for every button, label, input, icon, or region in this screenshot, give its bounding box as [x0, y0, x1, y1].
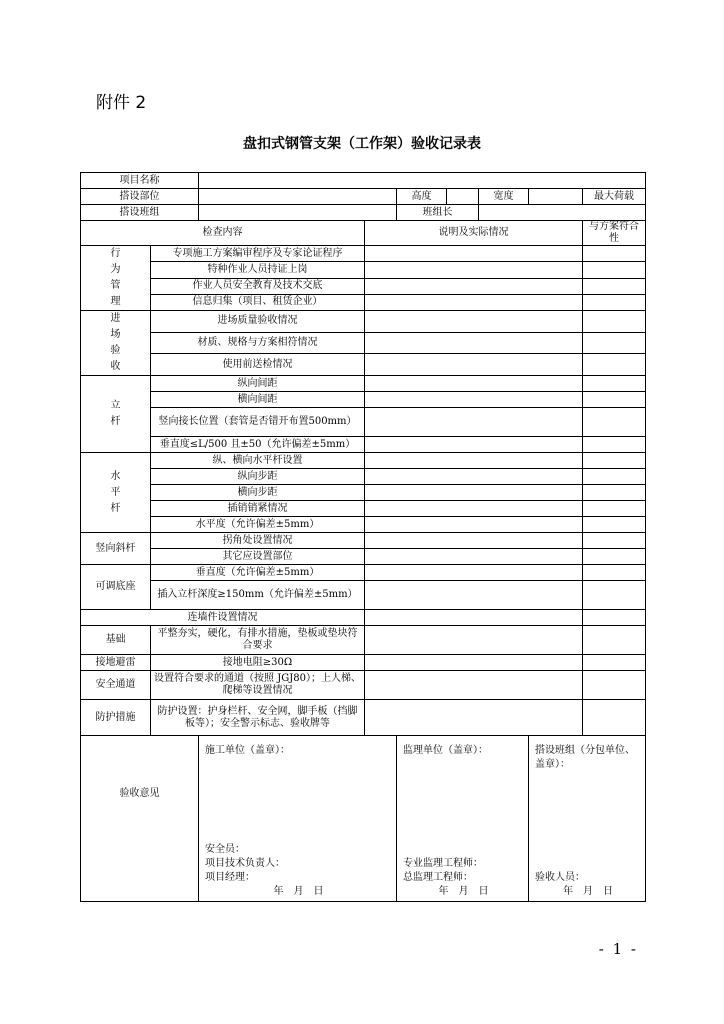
- desc-horizontal-1[interactable]: [365, 453, 583, 469]
- item-behavior-3: 作业人员安全教育及技术交底: [151, 278, 365, 294]
- desc-behavior-4[interactable]: [365, 294, 583, 310]
- desc-base-2[interactable]: [365, 581, 583, 610]
- page-number: - 1 -: [598, 940, 638, 958]
- item-pole-3: 竖向接长位置（套管是否错开布置500mm）: [151, 408, 365, 437]
- desc-grounding-1[interactable]: [365, 655, 583, 671]
- location-field[interactable]: [199, 189, 397, 205]
- erect-team-date: 年 月 日: [563, 886, 613, 897]
- row-column-headers: [81, 221, 646, 246]
- row-team: [81, 205, 646, 221]
- comp-behavior-1[interactable]: [583, 246, 646, 262]
- desc-passage-1[interactable]: [365, 671, 583, 700]
- comp-foundation-1[interactable]: [583, 626, 646, 655]
- item-base-1: 垂直度（允许偏差±5mm）: [151, 565, 365, 581]
- construction-date: 年 月 日: [273, 886, 324, 897]
- col-header-compliance: 与方案符合性: [583, 221, 646, 246]
- project-manager-label: 项目经理：: [205, 872, 255, 883]
- group-foundation: 基础: [81, 626, 151, 655]
- erect-team-signature[interactable]: [529, 736, 646, 902]
- width-label: 宽度: [479, 189, 529, 205]
- comp-entry-3[interactable]: [583, 354, 646, 376]
- col-header-description: 说明及实际情况: [365, 221, 583, 246]
- item-pole-1: 纵向间距: [151, 376, 365, 392]
- group-grounding: 接地避雷: [81, 655, 151, 671]
- desc-entry-2[interactable]: [365, 332, 583, 354]
- desc-behavior-2[interactable]: [365, 262, 583, 278]
- item-diagonal-1: 拐角处设置情况: [151, 533, 365, 549]
- desc-pole-2[interactable]: [365, 392, 583, 408]
- team-field[interactable]: [199, 205, 397, 221]
- desc-behavior-3[interactable]: [365, 278, 583, 294]
- comp-diagonal-2[interactable]: [583, 549, 646, 565]
- comp-wall-tie[interactable]: [583, 610, 646, 626]
- attachment-label: 附件 2: [96, 93, 147, 113]
- desc-diagonal-2[interactable]: [365, 549, 583, 565]
- item-grounding-1: 接地电阻≥30Ω: [151, 655, 365, 671]
- comp-base-1[interactable]: [583, 565, 646, 581]
- comp-horizontal-5[interactable]: [583, 517, 646, 533]
- item-horizontal-2: 纵向步距: [151, 469, 365, 485]
- comp-pole-4[interactable]: [583, 437, 646, 453]
- chief-engineer-label: 总监理工程师：: [403, 872, 473, 883]
- height-field[interactable]: [447, 189, 479, 205]
- comp-protection-1[interactable]: [583, 700, 646, 736]
- item-pole-4: 垂直度≤L/500 且±50（允许偏差±5mm）: [151, 437, 365, 453]
- desc-wall-tie[interactable]: [365, 610, 583, 626]
- item-entry-1: 进场质量验收情况: [151, 311, 365, 333]
- height-label: 高度: [397, 189, 447, 205]
- comp-horizontal-3[interactable]: [583, 485, 646, 501]
- comp-base-2[interactable]: [583, 581, 646, 610]
- supervision-unit-label: 监理单位（盖章）：: [403, 745, 488, 756]
- max-load-cell: [583, 189, 646, 205]
- item-entry-3: 使用前送检情况: [151, 354, 365, 376]
- comp-pole-1[interactable]: [583, 376, 646, 392]
- item-horizontal-3: 横向步距: [151, 485, 365, 501]
- construction-unit-signature[interactable]: [199, 736, 397, 902]
- group-entry: 进场验收: [81, 311, 151, 376]
- form-title: 盘扣式钢管支架（工作架）验收记录表: [243, 136, 481, 152]
- comp-passage-1[interactable]: [583, 671, 646, 700]
- acceptance-opinion-label: 验收意见: [81, 736, 199, 902]
- comp-horizontal-2[interactable]: [583, 469, 646, 485]
- group-diagonal: 竖向斜杆: [81, 533, 151, 565]
- safety-officer-label: 安全员：: [205, 844, 245, 855]
- tech-lead-label: 项目技术负责人：: [205, 858, 285, 869]
- team-leader-label: 班组长: [397, 205, 479, 221]
- comp-entry-2[interactable]: [583, 332, 646, 354]
- group-behavior: 行为管理: [81, 246, 151, 311]
- comp-behavior-2[interactable]: [583, 262, 646, 278]
- width-field[interactable]: [529, 189, 583, 205]
- item-entry-2: 材质、规格与方案相符情况: [151, 332, 365, 354]
- desc-pole-3[interactable]: [365, 408, 583, 437]
- desc-horizontal-2[interactable]: [365, 469, 583, 485]
- comp-behavior-3[interactable]: [583, 278, 646, 294]
- group-base: 可调底座: [81, 565, 151, 610]
- desc-entry-1[interactable]: [365, 311, 583, 333]
- desc-behavior-1[interactable]: [365, 246, 583, 262]
- comp-pole-2[interactable]: [583, 392, 646, 408]
- group-passage: 安全通道: [81, 671, 151, 700]
- group-horizontal: 水平杆: [81, 453, 151, 533]
- project-name-field[interactable]: [199, 173, 646, 189]
- item-horizontal-5: 水平度（允许偏差±5mm）: [151, 517, 365, 533]
- erect-team-label: 搭设班组（分包单位、盖章）：: [535, 745, 635, 770]
- desc-pole-1[interactable]: [365, 376, 583, 392]
- acceptor-label: 验收人员：: [535, 872, 585, 883]
- comp-behavior-4[interactable]: [583, 294, 646, 310]
- max-load-label: 最大荷载: [594, 190, 634, 202]
- desc-base-1[interactable]: [365, 565, 583, 581]
- comp-diagonal-1[interactable]: [583, 533, 646, 549]
- group-protection: 防护措施: [81, 700, 151, 736]
- desc-horizontal-5[interactable]: [365, 517, 583, 533]
- item-behavior-1: 专项施工方案编审程序及专家论证程序: [151, 246, 365, 262]
- comp-pole-3[interactable]: [583, 408, 646, 437]
- project-name-label: 项目名称: [81, 173, 199, 189]
- comp-grounding-1[interactable]: [583, 655, 646, 671]
- col-header-content: 检查内容: [81, 221, 365, 246]
- desc-horizontal-4[interactable]: [365, 501, 583, 517]
- item-protection-1: 防护设置：护身栏杆、安全网，脚手板（挡脚板等）；安全警示标志、验收牌等: [151, 700, 365, 736]
- desc-foundation-1[interactable]: [365, 626, 583, 655]
- item-base-2: 插入立杆深度≥150mm（允许偏差±5mm）: [151, 581, 365, 610]
- item-behavior-2: 特种作业人员持证上岗: [151, 262, 365, 278]
- location-label: 搭设部位: [81, 189, 199, 205]
- acceptance-record-table: [80, 172, 646, 902]
- supervision-unit-signature[interactable]: [397, 736, 529, 902]
- construction-unit-label: 施工单位（盖章）：: [205, 745, 290, 756]
- team-label: 搭设班组: [81, 205, 199, 221]
- item-wall-tie: 连墙件设置情况: [81, 610, 365, 626]
- item-pole-2: 横向间距: [151, 392, 365, 408]
- desc-diagonal-1[interactable]: [365, 533, 583, 549]
- row-project-name: [81, 173, 646, 189]
- comp-entry-1[interactable]: [583, 311, 646, 333]
- comp-horizontal-1[interactable]: [583, 453, 646, 469]
- desc-protection-1[interactable]: [365, 700, 583, 736]
- group-pole: 立杆: [81, 376, 151, 453]
- desc-horizontal-3[interactable]: [365, 485, 583, 501]
- desc-entry-3[interactable]: [365, 354, 583, 376]
- item-passage-1: 设置符合要求的通道（按照 JGJ80）；上人梯、爬梯等设置情况: [151, 671, 365, 700]
- desc-pole-4[interactable]: [365, 437, 583, 453]
- row-location: [81, 189, 646, 205]
- team-leader-field[interactable]: [479, 205, 646, 221]
- supervision-date: 年 月 日: [438, 886, 489, 897]
- pro-engineer-label: 专业监理工程师：: [403, 858, 483, 869]
- item-foundation-1: 平整夯实，硬化，有排水措施，垫板或垫块符合要求: [151, 626, 365, 655]
- item-horizontal-1: 纵、横向水平杆设置: [151, 453, 365, 469]
- comp-horizontal-4[interactable]: [583, 501, 646, 517]
- item-diagonal-2: 其它应设置部位: [151, 549, 365, 565]
- item-behavior-4: 信息归集（项目、租赁企业）: [151, 294, 365, 310]
- item-horizontal-4: 插销销紧情况: [151, 501, 365, 517]
